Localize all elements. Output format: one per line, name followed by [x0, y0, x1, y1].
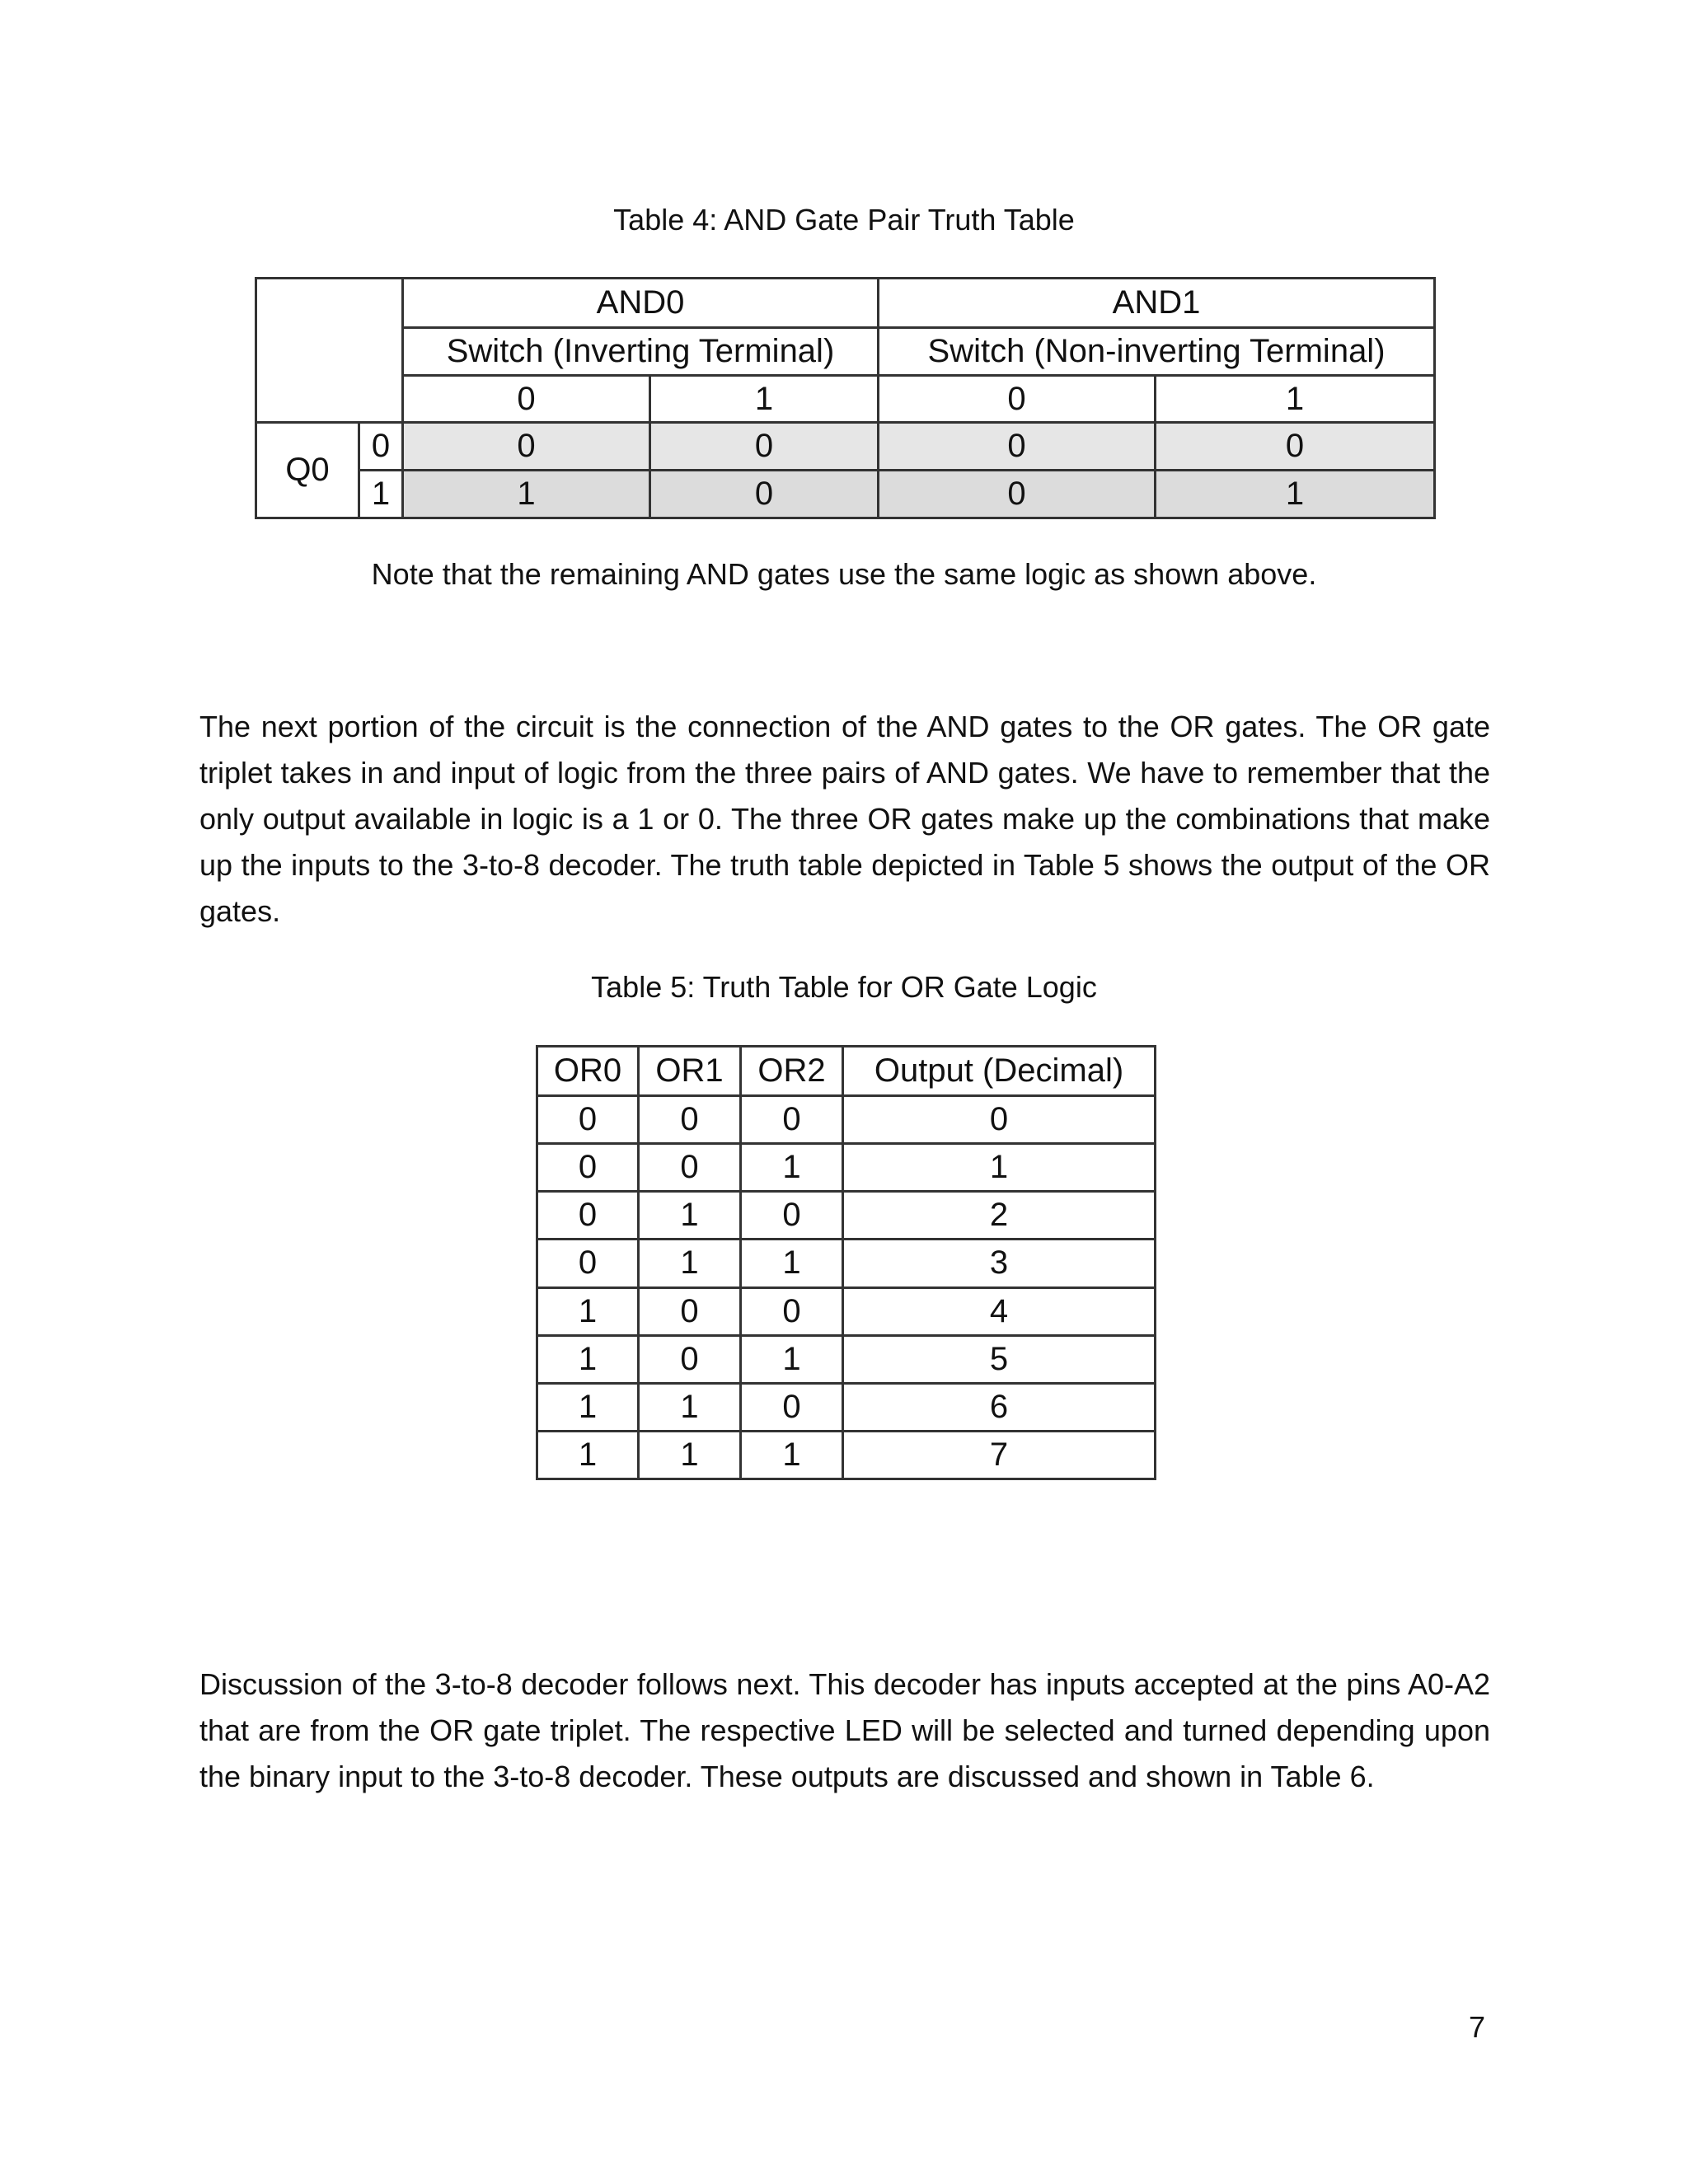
page-number: 7 [1469, 2010, 1486, 2044]
and0-subheader: Switch (Inverting Terminal) [403, 327, 879, 375]
q-value: 0 [359, 423, 403, 471]
table-cell: 0 [1156, 423, 1435, 471]
table-cell: 1 [639, 1240, 741, 1287]
table-cell: 1 [639, 1383, 741, 1431]
table4-caption: Table 4: AND Gate Pair Truth Table [613, 203, 1075, 237]
table-cell: 1 [639, 1192, 741, 1240]
column-header: OR0 [537, 1047, 639, 1096]
table-cell: 1 [537, 1287, 639, 1335]
switch-value: 0 [879, 375, 1156, 423]
table-row [537, 1192, 1156, 1240]
table-cell: 1 [741, 1144, 843, 1192]
table-cell: 0 [843, 1096, 1156, 1144]
table-cell: 7 [843, 1431, 1156, 1479]
column-header: OR1 [639, 1047, 741, 1096]
table-row [537, 1287, 1156, 1335]
switch-value: 1 [650, 375, 879, 423]
table-cell: 0 [650, 471, 879, 518]
table-cell: 1 [1156, 471, 1435, 518]
table-cell: 0 [741, 1096, 843, 1144]
table-cell: 1 [537, 1431, 639, 1479]
table-cell: 0 [741, 1383, 843, 1431]
table-cell: 4 [843, 1287, 1156, 1335]
and0-header: AND0 [403, 279, 879, 328]
switch-value: 0 [403, 375, 650, 423]
table-cell: 1 [741, 1431, 843, 1479]
column-header: Output (Decimal) [843, 1047, 1156, 1096]
table-cell: 0 [537, 1144, 639, 1192]
switch-value: 1 [1156, 375, 1435, 423]
table-cell: 6 [843, 1383, 1156, 1431]
table-cell: 1 [639, 1431, 741, 1479]
table-cell: 0 [537, 1192, 639, 1240]
table-cell: 0 [639, 1096, 741, 1144]
table-cell: 0 [879, 423, 1156, 471]
table-cell: 2 [843, 1192, 1156, 1240]
table-cell: 0 [741, 1287, 843, 1335]
table-cell: 0 [879, 471, 1156, 518]
table-cell: 0 [639, 1287, 741, 1335]
table-row [537, 1240, 1156, 1287]
and1-subheader: Switch (Non-inverting Terminal) [879, 327, 1435, 375]
table-cell: 0 [639, 1144, 741, 1192]
and-gate-truth-table [255, 277, 1436, 519]
empty-corner-cell [256, 279, 403, 423]
table-cell: 1 [741, 1240, 843, 1287]
table-cell: 0 [650, 423, 879, 471]
q-value: 1 [359, 471, 403, 518]
table-cell: 1 [843, 1144, 1156, 1192]
table-cell: 1 [741, 1335, 843, 1383]
table-cell: 0 [741, 1192, 843, 1240]
table-cell: 0 [403, 423, 650, 471]
table4-note: Note that the remaining AND gates use the same logic as shown above. [371, 557, 1317, 591]
table-cell: 3 [843, 1240, 1156, 1287]
table5-caption: Table 5: Truth Table for OR Gate Logic [591, 970, 1097, 1004]
table-cell: 0 [537, 1240, 639, 1287]
paragraph-or-gates: The next portion of the circuit is the connection of the AND gates to the OR gates. The OR gate triplet takes in and input of logic from the three pairs of AND gates. We have to remember that the only output available in logic is a 1 or 0. The three OR gates make up the combinations that make up the inputs to the 3-to-8 decoder. The truth table depicted in Table 5 shows the output of the OR gates. [199, 710, 1490, 928]
paragraph-decoder: Discussion of the 3-to-8 decoder follows next. This decoder has inputs accepted at the pins A0-A2 that are from the OR gate triplet. The respective LED will be selected and turned depending upon the binary input to the 3-to-8 decoder. These outputs are discussed and shown in Table 6. [199, 1667, 1490, 1793]
column-header: OR2 [741, 1047, 843, 1096]
table-row [537, 1096, 1156, 1144]
table-cell: 0 [537, 1096, 639, 1144]
or-gate-truth-table [536, 1045, 1156, 1480]
table-row [537, 1383, 1156, 1431]
table-cell: 1 [403, 471, 650, 518]
table-cell: 0 [639, 1335, 741, 1383]
q0-row-label: Q0 [256, 423, 359, 518]
table-row [537, 1144, 1156, 1192]
table-row [537, 1431, 1156, 1479]
table-cell: 5 [843, 1335, 1156, 1383]
table-cell: 1 [537, 1383, 639, 1431]
table-row [537, 1335, 1156, 1383]
table-cell: 1 [537, 1335, 639, 1383]
and1-header: AND1 [879, 279, 1435, 328]
